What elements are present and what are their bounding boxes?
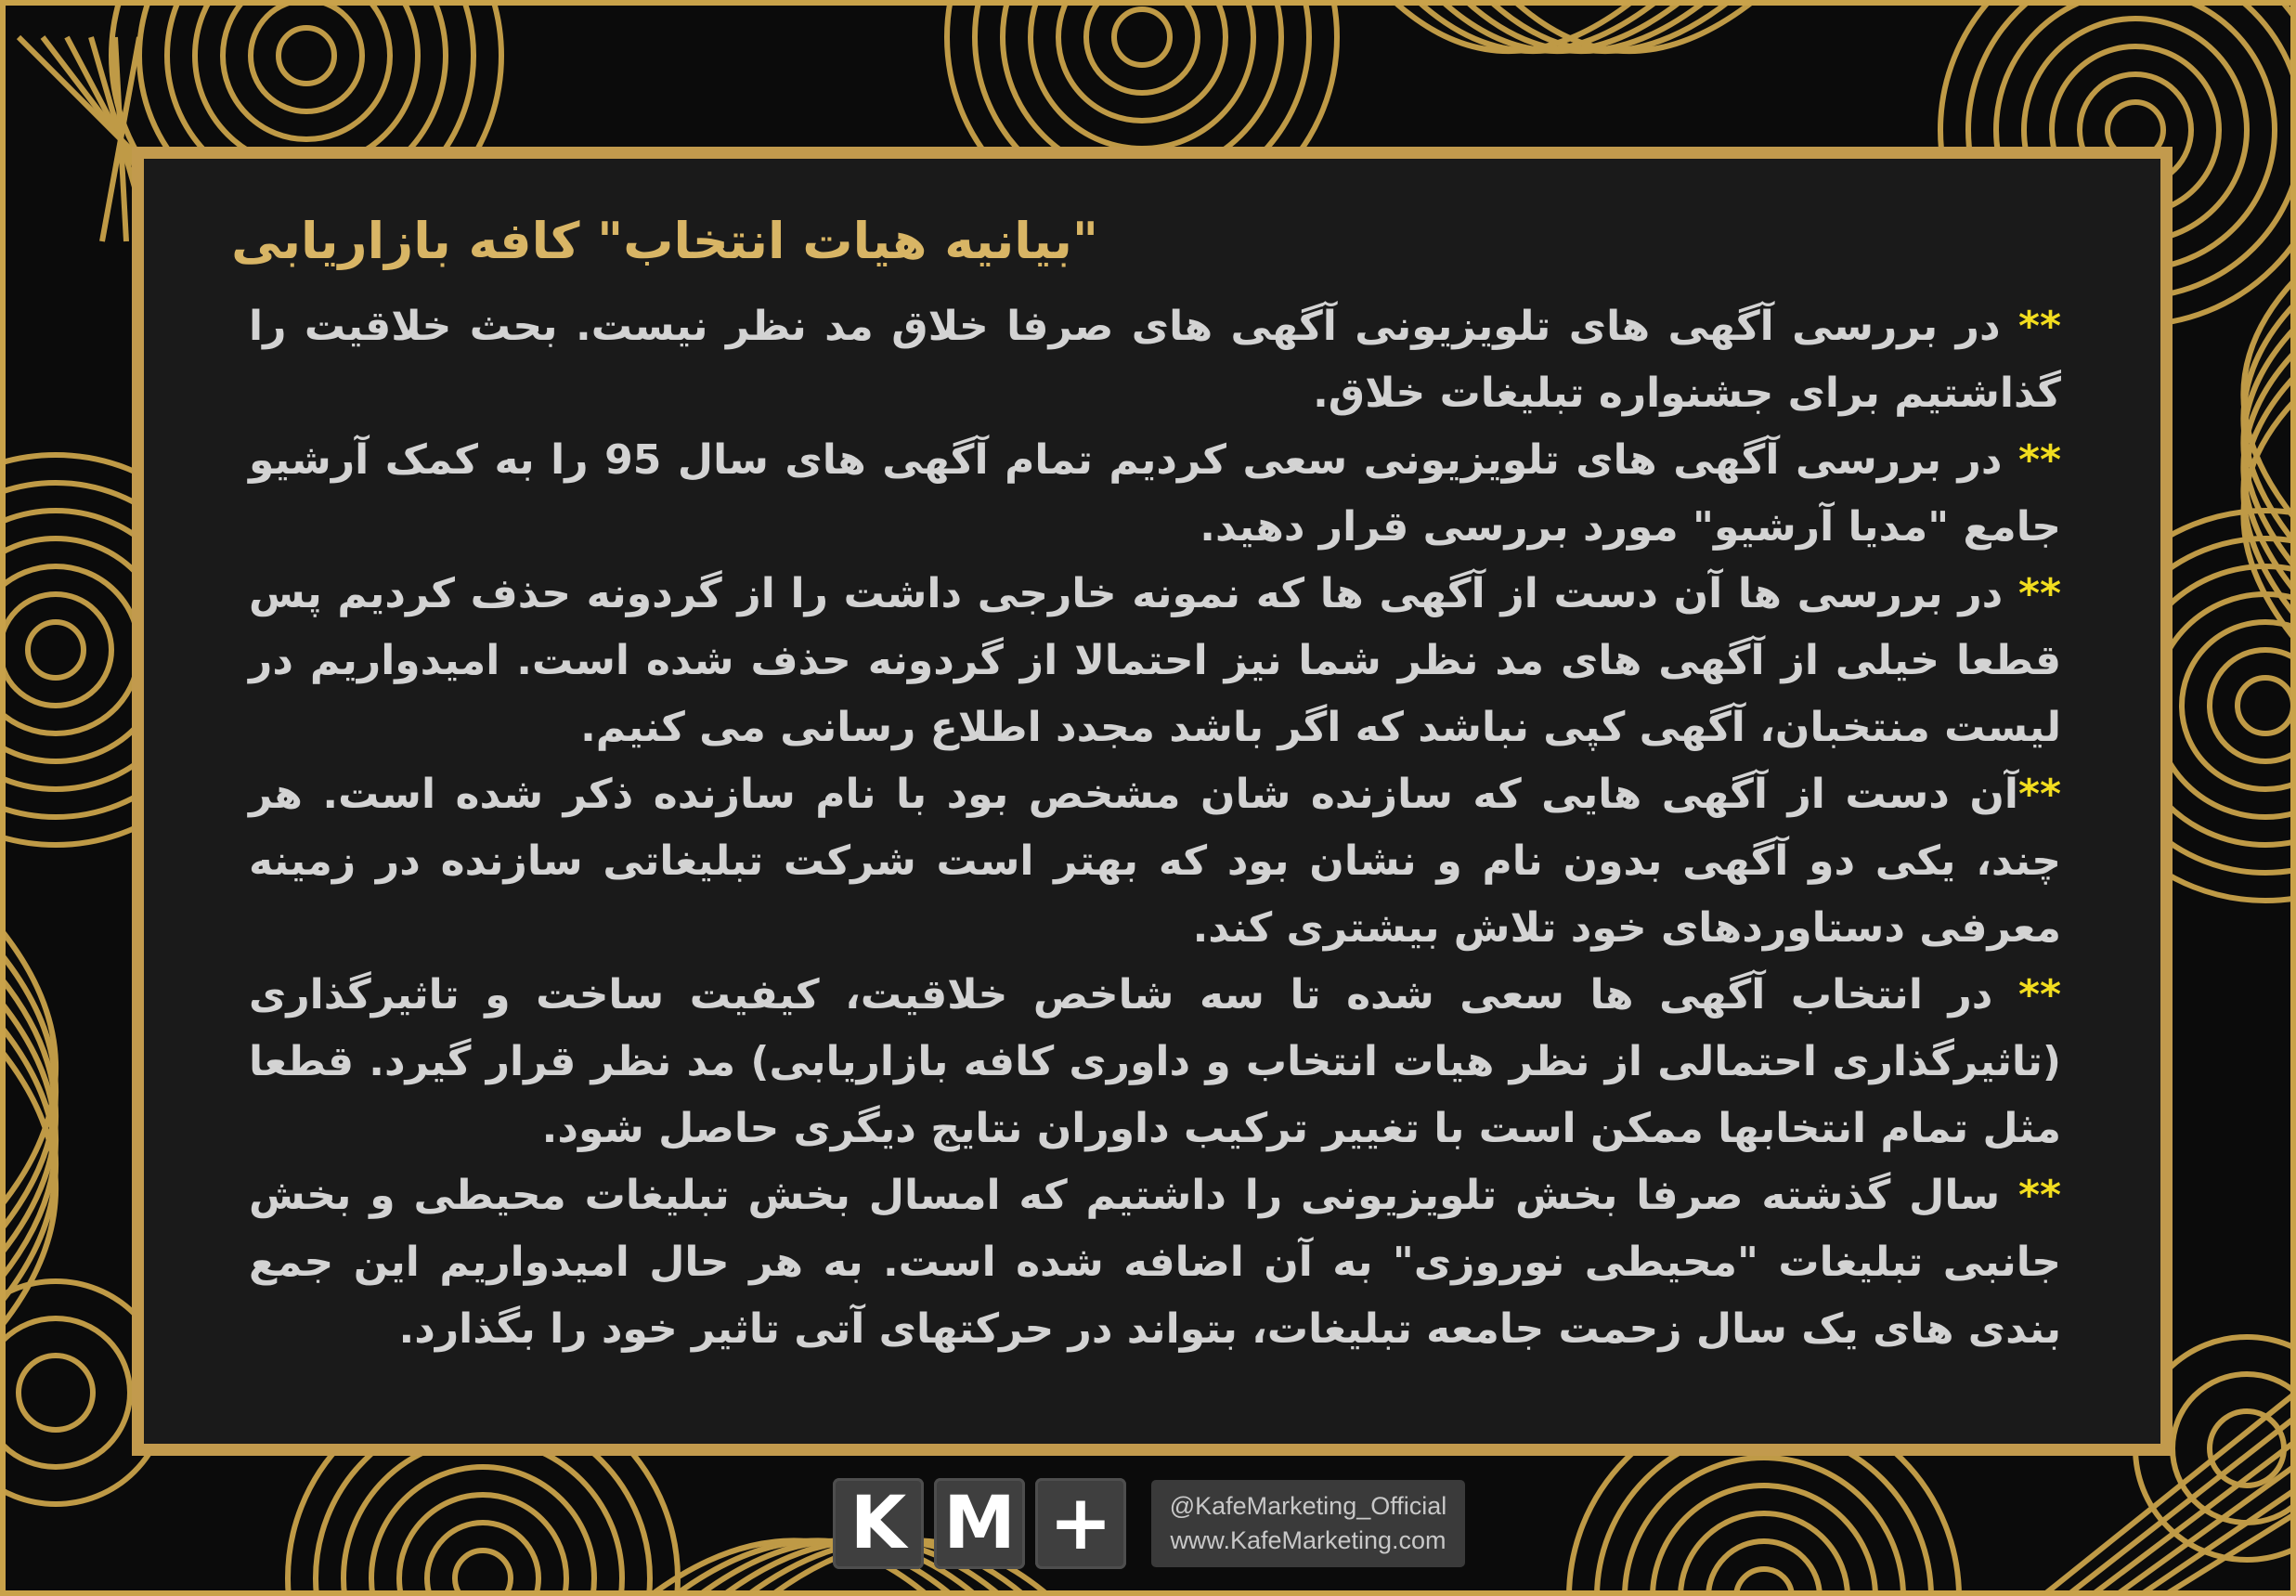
logo-tile-k [833,1478,924,1569]
statement-paragraph [249,1162,2061,1363]
footer-branding [833,1478,1465,1569]
statement-paragraph [249,761,2061,962]
paragraph-text: در انتخاب آگهی ها سعی شده تا سه شاخص خلاقیت، کیفیت ساخت و تاثیرگذاری (تاثیرگذاری احتمالی از نظر هیات انتخاب و داوری کافه بازاریابی) مد نظر قرار گیرد. قطعا مثل تمام انتخابها ممکن است با تغییر ترکیب داوران نتایج دیگری حاصل شود. [249,971,2061,1152]
logo-letter: + [1048,1479,1113,1567]
statement-paragraph [249,427,2061,561]
statement-body [249,293,2061,1363]
statement-paragraph [249,293,2061,427]
logo-tile-plus [1035,1478,1126,1569]
paragraph-text: در بررسی آگهی های تلویزیونی آگهی های صرفا خلاق مد نظر نیست. بحث خلاقیت را گذاشتیم برای جشنواره تبلیغات خلاق. [249,303,2061,417]
logo-letter: K [850,1482,907,1565]
bullet-marker: ** [2017,436,2061,484]
paragraph-text: سال گذشته صرفا بخش تلویزیونی را داشتیم که امسال بخش تبلیغات محیطی و بخش جانبی تبلیغات "محیطی نوروزی" به آن اضافه شده است. به هر حال امیدواریم این جمع بندی های یک سال زحمت جامعه تبلیغات، بتواند در حرکتهای آتی تاثیر خود را بگذارد. [249,1172,2061,1353]
bullet-marker: ** [2017,971,2061,1019]
statement-paragraph [249,962,2061,1162]
website-url: www.KafeMarketing.com [1170,1526,1446,1554]
bullet-marker: ** [2017,1172,2061,1219]
bullet-marker: ** [2017,570,2061,617]
page-title: "بیانیه هیات انتخاب" کافه بازاریابی [231,212,1098,270]
paragraph-text: در بررسی ها آن دست از آگهی ها که نمونه خارجی داشت را از گردونه حذف کردیم پس قطعا خیلی از آگهی های مد نظر شما نیز احتمالا از گردونه حذف شده است. امیدواریم در لیست منتخبان، آگهی کپی نباشد که اگر باشد مجدد اطلاع رسانی می کنیم. [249,570,2061,751]
social-handle: @KafeMarketing_Official [1169,1492,1447,1520]
bullet-marker: ** [2017,771,2061,818]
paragraph-text: آن دست از آگهی هایی که سازنده شان مشخص بود با نام سازنده ذکر شده است. هر چند، یکی دو آگهی بدون نام و نشان بود که بهتر است شرکت تبلیغاتی سازنده در زمینه معرفی دستاوردهای خود تلاش بیشتری کند. [249,771,2061,952]
paragraph-text: در بررسی آگهی های تلویزیونی سعی کردیم تمام آگهی های سال 95 را به کمک آرشیو جامع "مدیا آرشیو" مورد بررسی قرار دهید. [249,436,2061,551]
credit-box [1151,1480,1465,1567]
bullet-marker: ** [2017,303,2061,350]
logo-tile-m [934,1478,1025,1569]
logo-letter: M [943,1482,1016,1565]
statement-paragraph [249,561,2061,761]
